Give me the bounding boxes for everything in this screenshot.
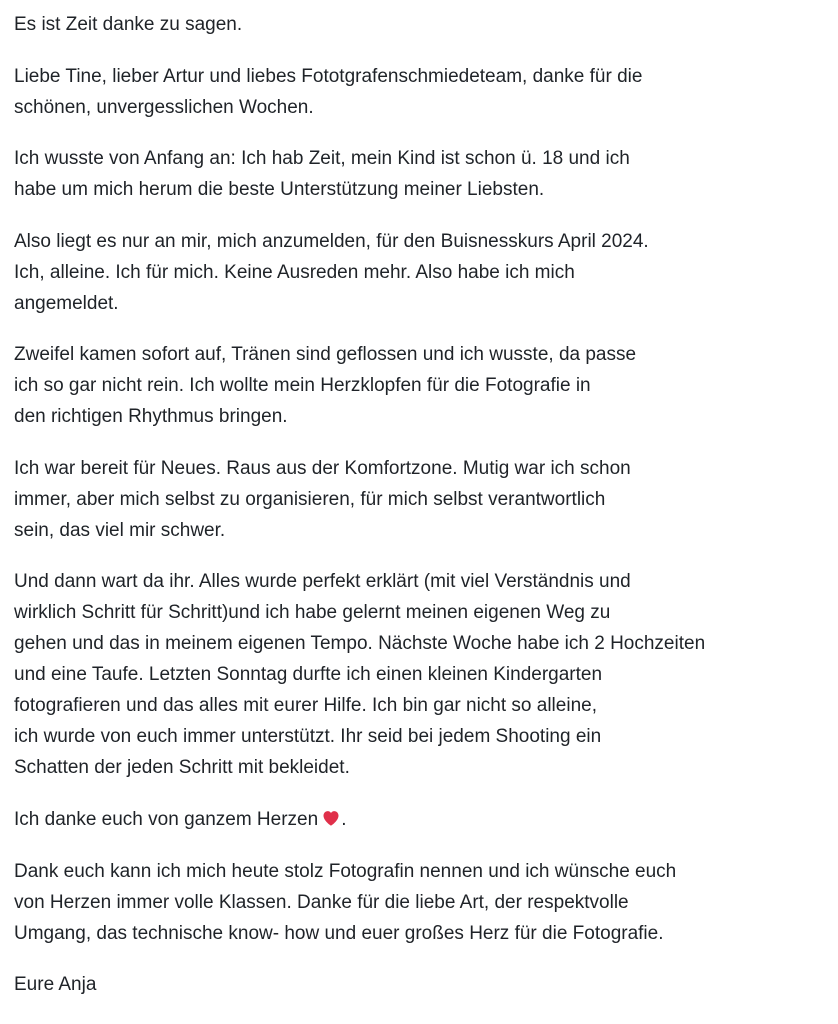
- text-line: Zweifel kamen sofort auf, Tränen sind geflossen und ich wusste, da passe: [14, 344, 637, 365]
- paragraph-ready: [14, 453, 631, 546]
- text-line: Es ist Zeit danke zu sagen.: [14, 14, 243, 35]
- paragraph-support: [14, 566, 705, 783]
- heartfelt-text: Ich danke euch von ganzem Herzen: [14, 809, 319, 830]
- text-line: ich wurde von euch immer unterstützt. Ihr seid bei jedem Shooting ein: [14, 726, 602, 747]
- text-line: Schatten der jeden Schritt mit bekleidet.: [14, 757, 350, 778]
- text-line: immer, aber mich selbst zu organisieren, für mich selbst verantwortlich: [14, 489, 606, 510]
- text-line: Eure Anja: [14, 974, 97, 995]
- heartfelt-period: .: [341, 809, 347, 830]
- text-line: sein, das viel mir schwer.: [14, 520, 226, 541]
- text-line: angemeldet.: [14, 293, 119, 314]
- text-line: Ich, alleine. Ich für mich. Keine Ausreden mehr. Also habe ich mich: [14, 262, 575, 283]
- text-line: Ich wusste von Anfang an: Ich hab Zeit, mein Kind ist schon ü. 18 und ich: [14, 148, 630, 169]
- text-line: ich so gar nicht rein. Ich wollte mein Herzklopfen für die Fotografie in: [14, 375, 591, 396]
- text-line: Und dann wart da ihr. Alles wurde perfekt erklärt (mit viel Verständnis und: [14, 571, 631, 592]
- text-line: [14, 804, 346, 835]
- text-line: schönen, unvergesslichen Wochen.: [14, 97, 314, 118]
- text-line: gehen und das in meinem eigenen Tempo. Nächste Woche habe ich 2 Hochzeiten: [14, 633, 706, 654]
- text-line: Liebe Tine, lieber Artur und liebes Fototgrafenschmiedeteam, danke für die: [14, 66, 643, 87]
- paragraph-doubts: [14, 339, 636, 432]
- text-line: Ich war bereit für Neues. Raus aus der Komfortzone. Mutig war ich schon: [14, 458, 631, 479]
- text-line: Umgang, das technische know- how und euer großes Herz für die Fotografie.: [14, 923, 664, 944]
- paragraph-proud: [14, 856, 676, 949]
- paragraph-beginning: [14, 143, 630, 205]
- text-line: habe um mich herum die beste Unterstützung meiner Liebsten.: [14, 179, 545, 200]
- text-line: von Herzen immer volle Klassen. Danke für die liebe Art, der respektvolle: [14, 892, 629, 913]
- paragraph-registration: [14, 226, 649, 319]
- text-line: und eine Taufe. Letzten Sonntag durfte ich einen kleinen Kindergarten: [14, 664, 603, 685]
- red-heart-icon: [321, 807, 341, 827]
- text-line: Dank euch kann ich mich heute stolz Fotografin nennen und ich wünsche euch: [14, 861, 677, 882]
- text-line: fotografieren und das alles mit eurer Hilfe. Ich bin gar nicht so alleine,: [14, 695, 597, 716]
- text-line: den richtigen Rhythmus bringen.: [14, 406, 288, 427]
- paragraph-greeting-intro: [14, 9, 242, 40]
- paragraph-signature: [14, 969, 96, 1000]
- text-line: wirklich Schritt für Schritt)und ich habe gelernt meinen eigenen Weg zu: [14, 602, 611, 623]
- paragraph-heartfelt-thanks: [14, 804, 346, 835]
- text-line: Also liegt es nur an mir, mich anzumelden, für den Buisnesskurs April 2024.: [14, 231, 649, 252]
- paragraph-thanks: [14, 61, 642, 123]
